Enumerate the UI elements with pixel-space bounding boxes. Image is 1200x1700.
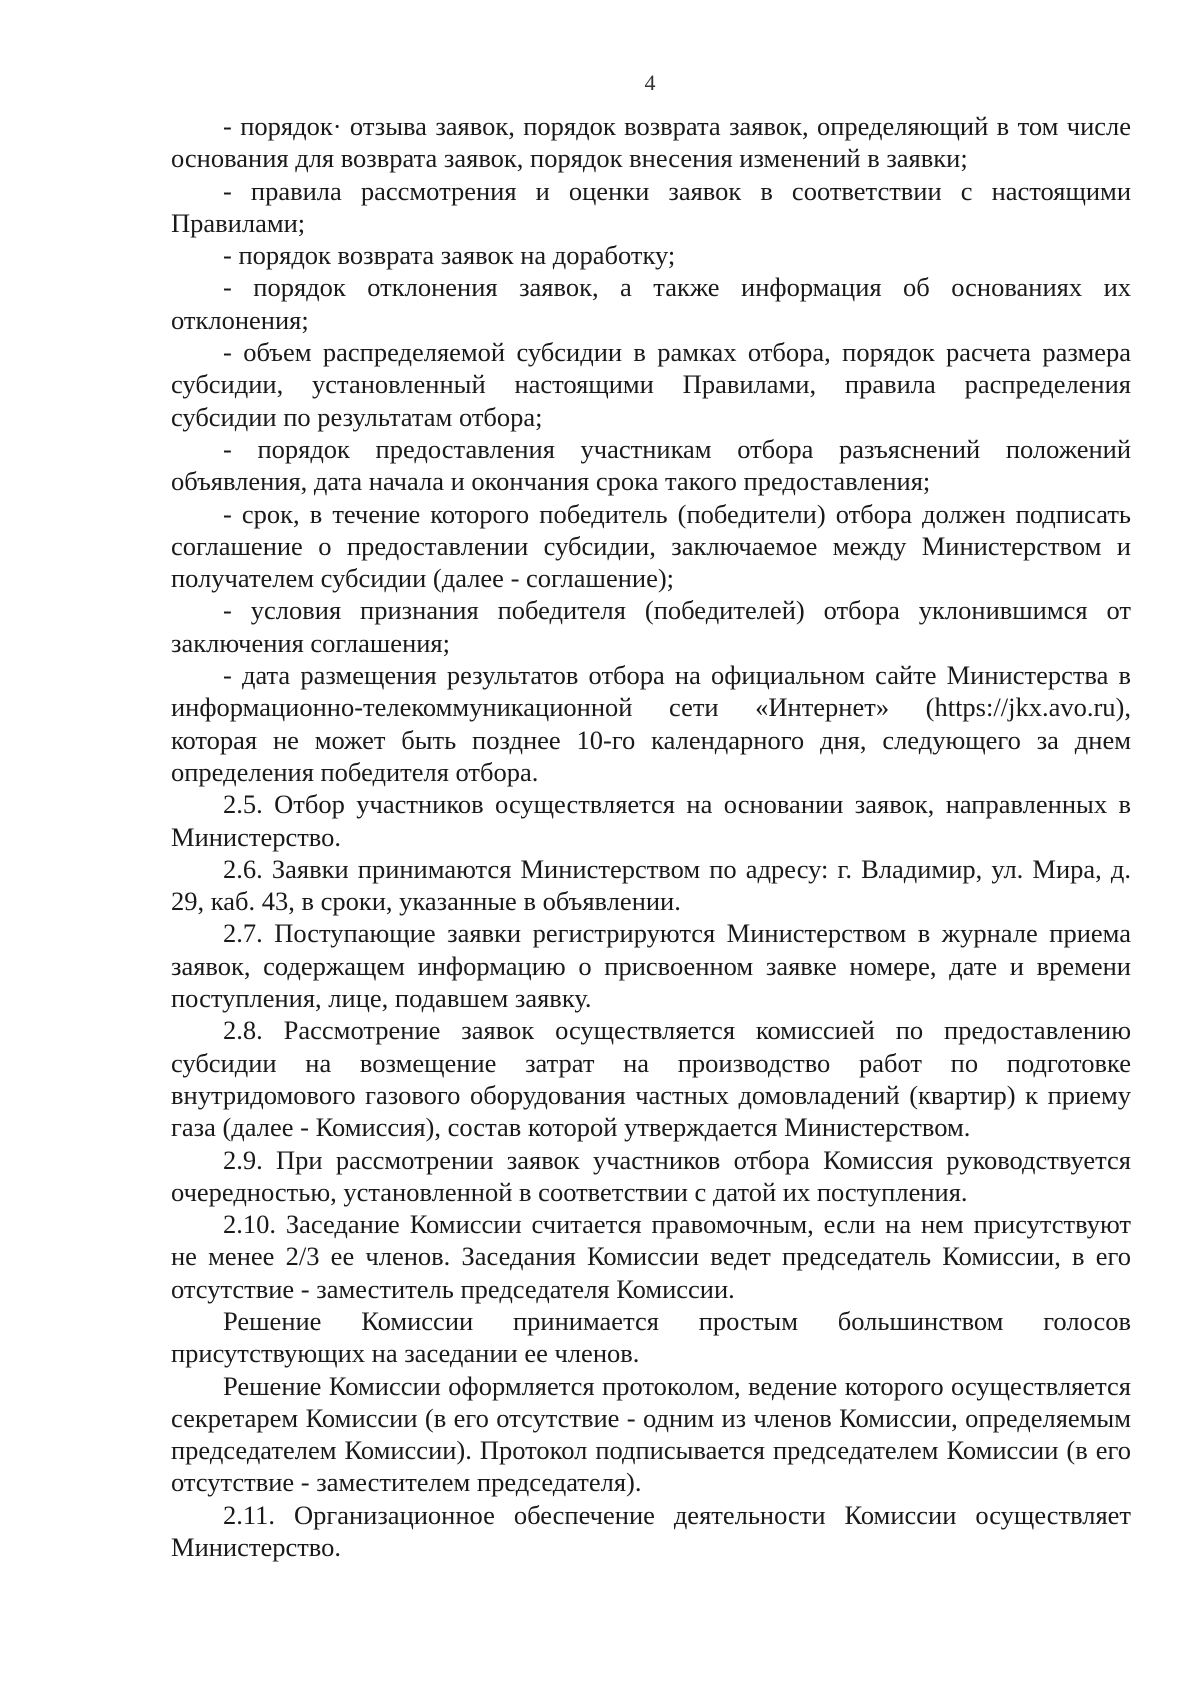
paragraph: - дата размещения результатов отбора на официальном сайте Министерства в информационно-телекоммуникационной сети «Интернет» (https://jkx.avo.ru), которая не может быть позднее 10-го календарного дня, следующего за днем определения победителя отбора.: [171, 660, 1131, 787]
paragraph: 2.5. Отбор участников осуществляется на основании заявок, направленных в Министерство.: [171, 789, 1131, 852]
paragraph: Решение Комиссии оформляется протоколом, ведение которого осуществляется секретарем Комиссии (в его отсутствие - одним из членов Комиссии, определяемым председателем Комиссии). Протокол подписывается председателем Комиссии (в его отсутствие - заместителем председателя).: [171, 1370, 1131, 1498]
paragraph: 2.10. Заседание Комиссии считается правомочным, если на нем присутствуют не менее 2/3 ее членов. Заседания Комиссии ведет председатель Комиссии, в его отсутствие - заместитель председателя Комиссии.: [171, 1209, 1131, 1304]
paragraph: - срок, в течение которого победитель (победители) отбора должен подписать соглашение о предоставлении субсидии, заключаемое между Министерством и получателем субсидии (далее - соглашение);: [171, 498, 1131, 594]
paragraph: - порядок возврата заявок на доработку;: [223, 240, 676, 271]
paragraph: - правила рассмотрения и оценки заявок в соответствии с настоящими Правилами;: [171, 175, 1131, 238]
paragraph: 2.6. Заявки принимаются Министерством по адресу: г. Владимир, ул. Мира, д. 29, каб. 43, в сроки, указанные в объявлении.: [171, 853, 1131, 917]
paragraph: - условия признания победителя (победителей) отбора уклонившимся от заключения соглашения;: [171, 595, 1131, 658]
paragraph: 2.8. Рассмотрение заявок осуществляется комиссией по предоставлению субсидии на возмещение затрат на производство работ по подготовке внутридомового газового оборудования частных домовладений (квартир) к приему газа (далее - Комиссия), состав которой утверждается Министерством.: [171, 1015, 1131, 1143]
document-body: [171, 110, 1131, 1563]
paragraph: 2.7. Поступающие заявки регистрируются Министерством в журнале приема заявок, содержащем информацию о присвоенном заявке номере, дате и времени поступления, лице, подавшем заявку.: [171, 918, 1131, 1014]
paragraph: - порядок· отзыва заявок, порядок возврата заявок, определяющий в том числе основания для возврата заявок, порядок внесения изменений в заявки;: [171, 111, 1131, 174]
paragraph: 2.11. Организационное обеспечение деятельности Комиссии осуществляет Министерство.: [171, 1499, 1131, 1563]
paragraph: Решение Комиссии принимается простым большинством голосов присутствующих на заседании ее членов.: [171, 1305, 1131, 1369]
paragraph: - объем распределяемой субсидии в рамках отбора, порядок расчета размера субсидии, установленный настоящими Правилами, правила распределения субсидии по результатам отбора;: [171, 337, 1131, 432]
page-number: 4: [644, 70, 656, 95]
paragraph: 2.9. При рассмотрении заявок участников отбора Комиссия руководствуется очередностью, установленной в соответствии с датой их поступления.: [171, 1144, 1131, 1207]
paragraph: - порядок предоставления участникам отбора разъяснений положений объявления, дата начала и окончания срока такого предоставления;: [171, 433, 1131, 497]
paragraph: - порядок отклонения заявок, а также информация об основаниях их отклонения;: [171, 272, 1131, 335]
